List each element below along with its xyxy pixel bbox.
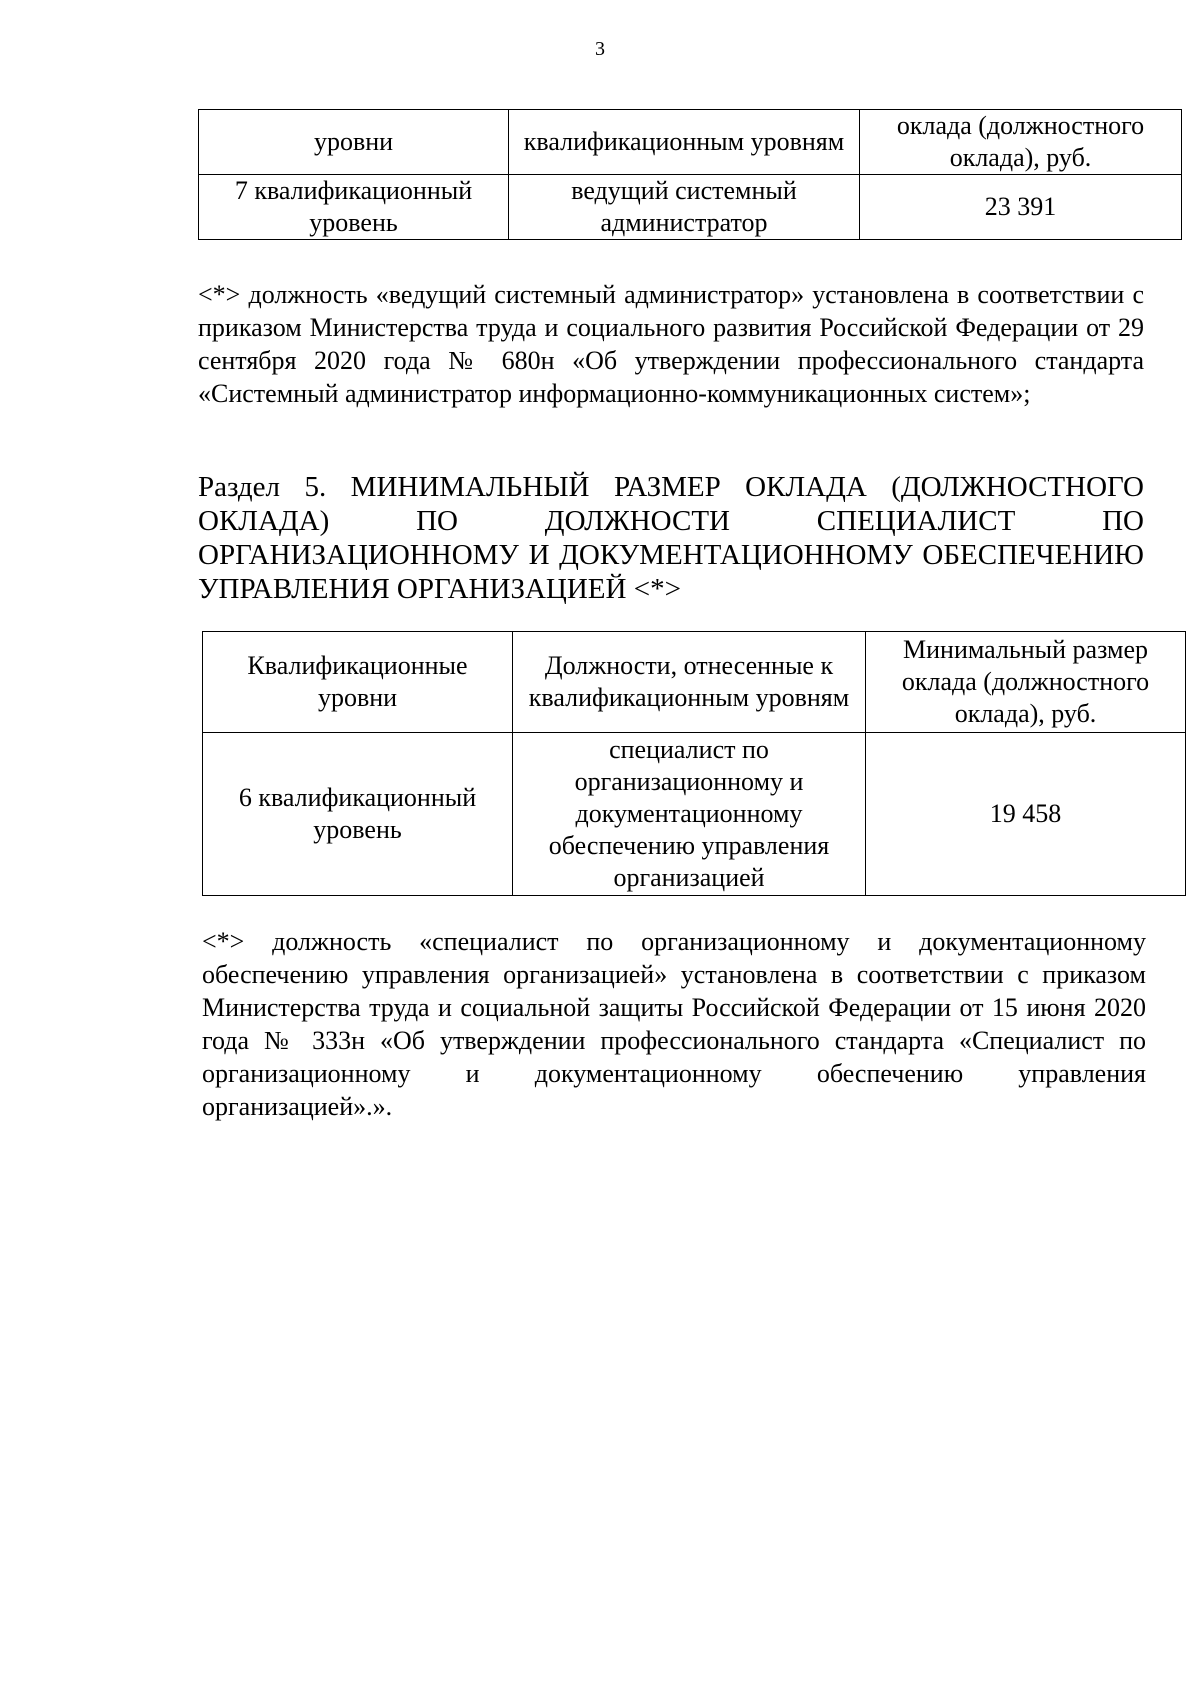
table-row [203, 733, 1186, 896]
footnote-document-specialist: <*> должность «специалист по организационному и документационному обеспечению управления организацией» установлена в соответствии с приказом Министерства труда и социальной защиты Российской Федерации от 15 июня 2020 года № 333н «Об утверждении профессионального стандарта «Специалист по организационному и документационному обеспечению управления организацией».». [202, 927, 1146, 1121]
salary-table-section-5 [202, 631, 1186, 896]
section-5-title: Раздел 5. МИНИМАЛЬНЫЙ РАЗМЕР ОКЛАДА (ДОЛЖНОСТНОГО ОКЛАДА) ПО ДОЛЖНОСТИ СПЕЦИАЛИСТ ПО ОРГАНИЗАЦИОННОМУ И ДОКУМЕНТАЦИОННОМУ ОБЕСПЕЧЕНИЮ УПРАВЛЕНИЯ ОРГАНИЗАЦИЕЙ <*> [198, 471, 1144, 605]
header-cell-levels: уровни [199, 110, 509, 175]
cell-position: ведущий системный администратор [509, 175, 860, 240]
table-header-row [199, 110, 1182, 175]
header-cell-salary: Минимальный размер оклада (должностного оклада), руб. [866, 632, 1186, 733]
page-number: 3 [595, 38, 605, 60]
cell-level: 7 квалификационный уровень [199, 175, 509, 240]
cell-salary: 23 391 [860, 175, 1182, 240]
salary-table-continued [198, 109, 1182, 240]
header-cell-positions: Должности, отнесенные к квалификационным уровням [513, 632, 866, 733]
table-row [199, 175, 1182, 240]
header-cell-salary: оклада (должностного оклада), руб. [860, 110, 1182, 175]
table-header-row [203, 632, 1186, 733]
header-cell-positions: квалификационным уровням [509, 110, 860, 175]
header-cell-levels: Квалификационные уровни [203, 632, 513, 733]
footnote-system-administrator: <*> должность «ведущий системный администратор» установлена в соответствии с приказом Министерства труда и социального развития Российской Федерации от 29 сентября 2020 года № 680н «Об утверждении профессионального стандарта «Системный администратор информационно-коммуникационных систем»; [198, 280, 1144, 408]
cell-position: специалист по организационному и документационному обеспечению управления организацией [513, 733, 866, 896]
cell-level: 6 квалификационный уровень [203, 733, 513, 896]
cell-salary: 19 458 [866, 733, 1186, 896]
